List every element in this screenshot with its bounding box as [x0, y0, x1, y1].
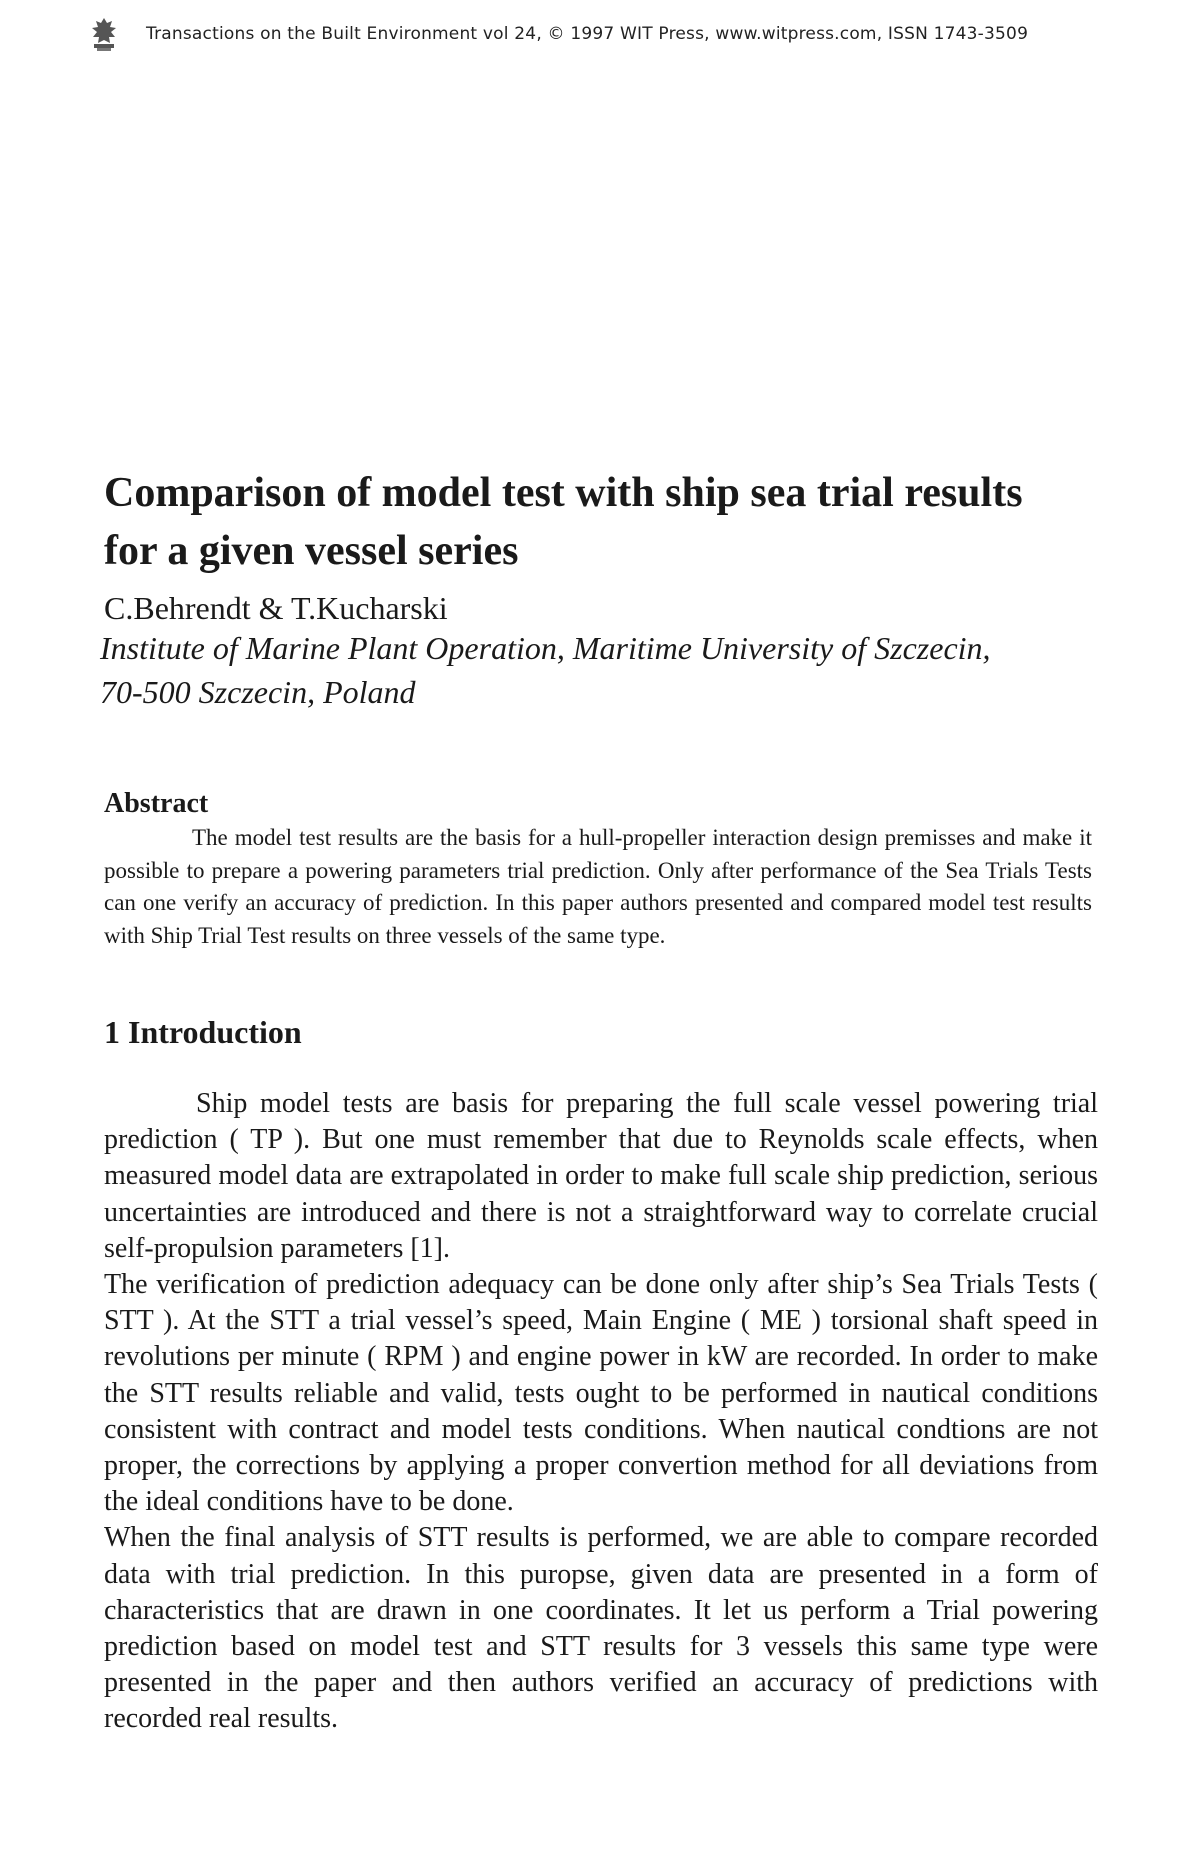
paper-title: Comparison of model test with ship sea trial results for a given vessel series — [104, 470, 1023, 574]
introduction-paragraph: When the final analysis of STT results is performed, we are able to compare recorded data with trial prediction. In this puropse, given data are presented in a form of characteristics that are drawn in one coordinates. It let us perform a Trial powering prediction based on model test and STT results for 3 vessels this same type were presented in the paper and then authors verified an accuracy of predictions with recorded real results. — [104, 1522, 1098, 1735]
abstract-text: The model test results are the basis for a hull-propeller interaction design premisses and make it possible to prepare a powering parameters trial prediction. Only after performance of the Sea Trials Tests can one verify an accuracy of prediction. In this paper authors presented and compared model test results with Ship Trial Test results on three vessels of the same type. — [104, 825, 1092, 948]
introduction-body — [104, 1086, 1098, 1738]
running-header-text: Transactions on the Built Environment vol 24, © 1997 WIT Press, www.witpress.com, ISSN 1743-3509 — [146, 24, 1029, 44]
publisher-emblem-icon — [88, 16, 120, 52]
section-heading-introduction: 1 Introduction — [104, 1014, 302, 1050]
running-header — [88, 14, 1088, 54]
abstract-heading: Abstract — [104, 788, 209, 819]
introduction-paragraph: The verification of prediction adequacy can be done only after ship’s Sea Trials Tests ( STT ). At the STT a trial vessel’s speed, Main Engine ( ME ) torsional shaft speed in revolutions per minute ( RPM ) and engine power in kW are recorded. In order to make the STT results reliable and valid, tests ought to be performed in nautical conditions consistent with contract and model tests conditions. When nautical condtions are not proper, the corrections by applying a proper convertion method for all deviations from the ideal conditions have to be done. — [104, 1269, 1098, 1518]
paper-authors: C.Behrendt & T.Kucharski — [104, 590, 448, 626]
introduction-paragraph: Ship model tests are basis for preparing the full scale vessel powering trial prediction ( TP ). But one must remember that due to Reynolds scale effects, when measured model data are extrapolated in order to make full scale ship prediction, serious uncertainties are introduced and there is not a straightforward way to correlate crucial self-propulsion parameters [1]. — [104, 1088, 1098, 1264]
author-affiliation: Institute of Marine Plant Operation, Maritime University of Szczecin, 70-500 Szczecin, Poland — [100, 630, 991, 710]
